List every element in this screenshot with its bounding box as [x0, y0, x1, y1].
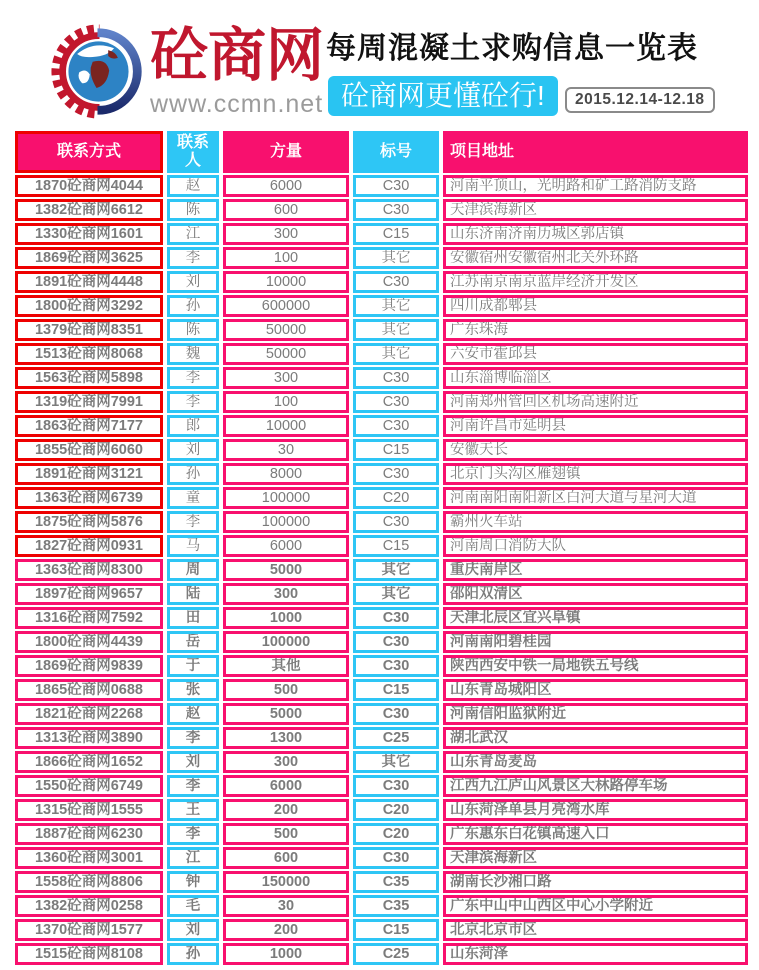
cell-volume: 500 — [223, 823, 349, 845]
table-row — [15, 895, 748, 917]
cell-address: 河南信阳监狱附近 — [443, 703, 748, 725]
column-header-grade: 标号 — [353, 131, 439, 173]
cell-address: 广东惠东白花镇高速入口 — [443, 823, 748, 845]
cell-grade: C30 — [353, 463, 439, 485]
table-row — [15, 319, 748, 341]
cell-person: 陈 — [167, 199, 219, 221]
cell-grade: C15 — [353, 535, 439, 557]
cell-volume: 10000 — [223, 415, 349, 437]
cell-contact: 1866砼商网1652 — [15, 751, 163, 773]
cell-person: 钟 — [167, 871, 219, 893]
cell-contact: 1558砼商网8806 — [15, 871, 163, 893]
cell-contact: 1863砼商网7177 — [15, 415, 163, 437]
cell-volume: 150000 — [223, 871, 349, 893]
cell-person: 刘 — [167, 271, 219, 293]
cell-contact: 1319砼商网7991 — [15, 391, 163, 413]
cell-person: 陈 — [167, 319, 219, 341]
cell-person: 刘 — [167, 751, 219, 773]
requests-table — [11, 129, 752, 967]
cell-grade: C30 — [353, 775, 439, 797]
cell-contact: 1887砼商网6230 — [15, 823, 163, 845]
cell-person: 田 — [167, 607, 219, 629]
cell-volume: 30 — [223, 895, 349, 917]
cell-volume: 600 — [223, 847, 349, 869]
cell-contact: 1370砼商网1577 — [15, 919, 163, 941]
cell-volume: 200 — [223, 919, 349, 941]
cell-person: 岳 — [167, 631, 219, 653]
table-row — [15, 415, 748, 437]
cell-address: 天津北辰区宜兴阜镇 — [443, 607, 748, 629]
cell-grade: C25 — [353, 943, 439, 965]
cell-grade: C30 — [353, 415, 439, 437]
cell-grade: C15 — [353, 919, 439, 941]
cell-grade: 其它 — [353, 751, 439, 773]
cell-contact: 1869砼商网3625 — [15, 247, 163, 269]
table-row — [15, 751, 748, 773]
column-header-person: 联系人 — [167, 131, 219, 173]
cell-address: 湖北武汉 — [443, 727, 748, 749]
cell-contact: 1891砼商网4448 — [15, 271, 163, 293]
cell-volume: 100 — [223, 247, 349, 269]
cell-grade: 其它 — [353, 343, 439, 365]
slogan-badge: 砼商网更懂砼行! — [328, 76, 558, 116]
cell-contact: 1363砼商网6739 — [15, 487, 163, 509]
cell-contact: 1550砼商网6749 — [15, 775, 163, 797]
cell-contact: 1800砼商网3292 — [15, 295, 163, 317]
cell-person: 王 — [167, 799, 219, 821]
cell-volume: 100000 — [223, 631, 349, 653]
cell-address: 霸州火车站 — [443, 511, 748, 533]
cell-contact: 1313砼商网3890 — [15, 727, 163, 749]
cell-address: 陕西西安中铁一局地铁五号线 — [443, 655, 748, 677]
cell-address: 河南郑州管回区机场高速附近 — [443, 391, 748, 413]
column-header-contact: 联系方式 — [15, 131, 163, 173]
cell-address: 天津滨海新区 — [443, 847, 748, 869]
cell-volume: 10000 — [223, 271, 349, 293]
cell-address: 重庆南岸区 — [443, 559, 748, 581]
cell-contact: 1891砼商网3121 — [15, 463, 163, 485]
cell-address: 山东青岛麦岛 — [443, 751, 748, 773]
cell-volume: 300 — [223, 583, 349, 605]
cell-address: 河南南阳碧桂园 — [443, 631, 748, 653]
cell-grade: C30 — [353, 199, 439, 221]
cell-address: 河南平顶山，光明路和矿工路消防支路 — [443, 175, 748, 197]
cell-address: 邵阳双清区 — [443, 583, 748, 605]
column-header-address: 项目地址 — [443, 131, 748, 173]
cell-person: 孙 — [167, 943, 219, 965]
table-row — [15, 679, 748, 701]
cell-person: 于 — [167, 655, 219, 677]
table-row — [15, 463, 748, 485]
cell-person: 刘 — [167, 439, 219, 461]
cell-grade: 其它 — [353, 583, 439, 605]
table-row — [15, 271, 748, 293]
cell-person: 郎 — [167, 415, 219, 437]
cell-volume: 50000 — [223, 319, 349, 341]
table-row — [15, 175, 748, 197]
cell-grade: 其它 — [353, 247, 439, 269]
table-row — [15, 631, 748, 653]
table-row — [15, 799, 748, 821]
cell-grade: C30 — [353, 631, 439, 653]
cell-person: 江 — [167, 223, 219, 245]
cell-grade: C20 — [353, 823, 439, 845]
cell-volume: 1000 — [223, 607, 349, 629]
cell-person: 张 — [167, 679, 219, 701]
cell-volume: 1000 — [223, 943, 349, 965]
gear-globe-icon — [50, 23, 147, 120]
cell-grade: C20 — [353, 487, 439, 509]
cell-volume: 200 — [223, 799, 349, 821]
cell-address: 北京门头沟区雁翅镇 — [443, 463, 748, 485]
cell-volume: 5000 — [223, 559, 349, 581]
cell-contact: 1827砼商网0931 — [15, 535, 163, 557]
cell-grade: C30 — [353, 703, 439, 725]
table-row — [15, 943, 748, 965]
table-row — [15, 487, 748, 509]
table-row — [15, 439, 748, 461]
date-range-badge: 2015.12.14-12.18 — [565, 87, 715, 113]
cell-address: 山东菏泽 — [443, 943, 748, 965]
cell-address: 湖南长沙湘口路 — [443, 871, 748, 893]
cell-address: 山东济南济南历城区郭店镇 — [443, 223, 748, 245]
cell-grade: C15 — [353, 439, 439, 461]
cell-person: 毛 — [167, 895, 219, 917]
table-row — [15, 655, 748, 677]
brand-name: 砼商网 — [150, 23, 325, 88]
cell-address: 山东淄博临淄区 — [443, 367, 748, 389]
cell-contact: 1870砼商网4044 — [15, 175, 163, 197]
cell-contact: 1875砼商网5876 — [15, 511, 163, 533]
table-row — [15, 295, 748, 317]
cell-volume: 8000 — [223, 463, 349, 485]
cell-contact: 1363砼商网8300 — [15, 559, 163, 581]
cell-grade: C30 — [353, 175, 439, 197]
table-row — [15, 343, 748, 365]
cell-contact: 1800砼商网4439 — [15, 631, 163, 653]
table-row — [15, 703, 748, 725]
cell-person: 李 — [167, 823, 219, 845]
cell-volume: 其他 — [223, 655, 349, 677]
cell-person: 刘 — [167, 919, 219, 941]
cell-person: 陆 — [167, 583, 219, 605]
cell-grade: C25 — [353, 727, 439, 749]
table-row — [15, 607, 748, 629]
cell-grade: C20 — [353, 799, 439, 821]
cell-grade: C30 — [353, 391, 439, 413]
cell-contact: 1360砼商网3001 — [15, 847, 163, 869]
cell-grade: C35 — [353, 895, 439, 917]
cell-address: 山东青岛城阳区 — [443, 679, 748, 701]
cell-address: 广东中山中山西区中心小学附近 — [443, 895, 748, 917]
cell-grade: C30 — [353, 847, 439, 869]
cell-contact: 1382砼商网0258 — [15, 895, 163, 917]
cell-person: 周 — [167, 559, 219, 581]
cell-person: 魏 — [167, 343, 219, 365]
cell-contact: 1330砼商网1601 — [15, 223, 163, 245]
cell-address: 河南许昌市延明县 — [443, 415, 748, 437]
cell-grade: 其它 — [353, 319, 439, 341]
cell-address: 山东菏泽单县月亮湾水库 — [443, 799, 748, 821]
cell-contact: 1563砼商网5898 — [15, 367, 163, 389]
table-row — [15, 511, 748, 533]
table-row — [15, 847, 748, 869]
cell-person: 李 — [167, 727, 219, 749]
table-row — [15, 919, 748, 941]
cell-grade: C30 — [353, 607, 439, 629]
cell-contact: 1513砼商网8068 — [15, 343, 163, 365]
cell-volume: 50000 — [223, 343, 349, 365]
cell-volume: 6000 — [223, 535, 349, 557]
column-header-volume: 方量 — [223, 131, 349, 173]
cell-contact: 1315砼商网1555 — [15, 799, 163, 821]
cell-address: 河南南阳南阳新区白河大道与星河大道 — [443, 487, 748, 509]
cell-volume: 100 — [223, 391, 349, 413]
cell-volume: 1300 — [223, 727, 349, 749]
table-row — [15, 871, 748, 893]
cell-person: 孙 — [167, 295, 219, 317]
cell-grade: C30 — [353, 367, 439, 389]
cell-address: 江西九江庐山风景区大林路停车场 — [443, 775, 748, 797]
cell-volume: 300 — [223, 367, 349, 389]
cell-person: 孙 — [167, 463, 219, 485]
cell-grade: C30 — [353, 271, 439, 293]
table-row — [15, 823, 748, 845]
table-row — [15, 559, 748, 581]
cell-contact: 1821砼商网2268 — [15, 703, 163, 725]
cell-address: 河南周口消防大队 — [443, 535, 748, 557]
table-header-row — [15, 131, 748, 173]
table-row — [15, 775, 748, 797]
cell-contact: 1316砼商网7592 — [15, 607, 163, 629]
cell-volume: 600 — [223, 199, 349, 221]
cell-grade: 其它 — [353, 559, 439, 581]
cell-volume: 500 — [223, 679, 349, 701]
table-row — [15, 727, 748, 749]
cell-person: 马 — [167, 535, 219, 557]
cell-person: 江 — [167, 847, 219, 869]
cell-address: 安徽宿州安徽宿州北关外环路 — [443, 247, 748, 269]
cell-grade: C15 — [353, 679, 439, 701]
cell-volume: 5000 — [223, 703, 349, 725]
cell-grade: C35 — [353, 871, 439, 893]
cell-grade: C30 — [353, 655, 439, 677]
cell-volume: 300 — [223, 223, 349, 245]
cell-volume: 300 — [223, 751, 349, 773]
cell-address: 安徽天长 — [443, 439, 748, 461]
cell-volume: 6000 — [223, 175, 349, 197]
cell-address: 北京北京市区 — [443, 919, 748, 941]
cell-person: 赵 — [167, 703, 219, 725]
cell-grade: 其它 — [353, 295, 439, 317]
table-row — [15, 247, 748, 269]
cell-address: 四川成都郫县 — [443, 295, 748, 317]
cell-contact: 1855砼商网6060 — [15, 439, 163, 461]
cell-contact: 1382砼商网6612 — [15, 199, 163, 221]
cell-person: 童 — [167, 487, 219, 509]
table-row — [15, 535, 748, 557]
cell-contact: 1897砼商网9657 — [15, 583, 163, 605]
cell-address: 江苏南京南京蓝岸经济开发区 — [443, 271, 748, 293]
cell-volume: 100000 — [223, 511, 349, 533]
table-row — [15, 199, 748, 221]
table-row — [15, 367, 748, 389]
brand-url: www.ccmn.net — [150, 90, 324, 118]
cell-volume: 30 — [223, 439, 349, 461]
cell-person: 李 — [167, 391, 219, 413]
cell-grade: C15 — [353, 223, 439, 245]
cell-contact: 1865砼商网0688 — [15, 679, 163, 701]
cell-address: 六安市霍邱县 — [443, 343, 748, 365]
cell-volume: 600000 — [223, 295, 349, 317]
cell-volume: 100000 — [223, 487, 349, 509]
cell-grade: C30 — [353, 511, 439, 533]
cell-person: 李 — [167, 511, 219, 533]
cell-contact: 1869砼商网9839 — [15, 655, 163, 677]
cell-person: 李 — [167, 775, 219, 797]
table-row — [15, 223, 748, 245]
table-row — [15, 391, 748, 413]
cell-contact: 1515砼商网8108 — [15, 943, 163, 965]
cell-volume: 6000 — [223, 775, 349, 797]
cell-contact: 1379砼商网8351 — [15, 319, 163, 341]
cell-person: 李 — [167, 247, 219, 269]
cell-address: 天津滨海新区 — [443, 199, 748, 221]
cell-person: 赵 — [167, 175, 219, 197]
cell-person: 李 — [167, 367, 219, 389]
page-title: 每周混凝土求购信息一览表 — [326, 32, 698, 65]
table-row — [15, 583, 748, 605]
cell-address: 广东珠海 — [443, 319, 748, 341]
